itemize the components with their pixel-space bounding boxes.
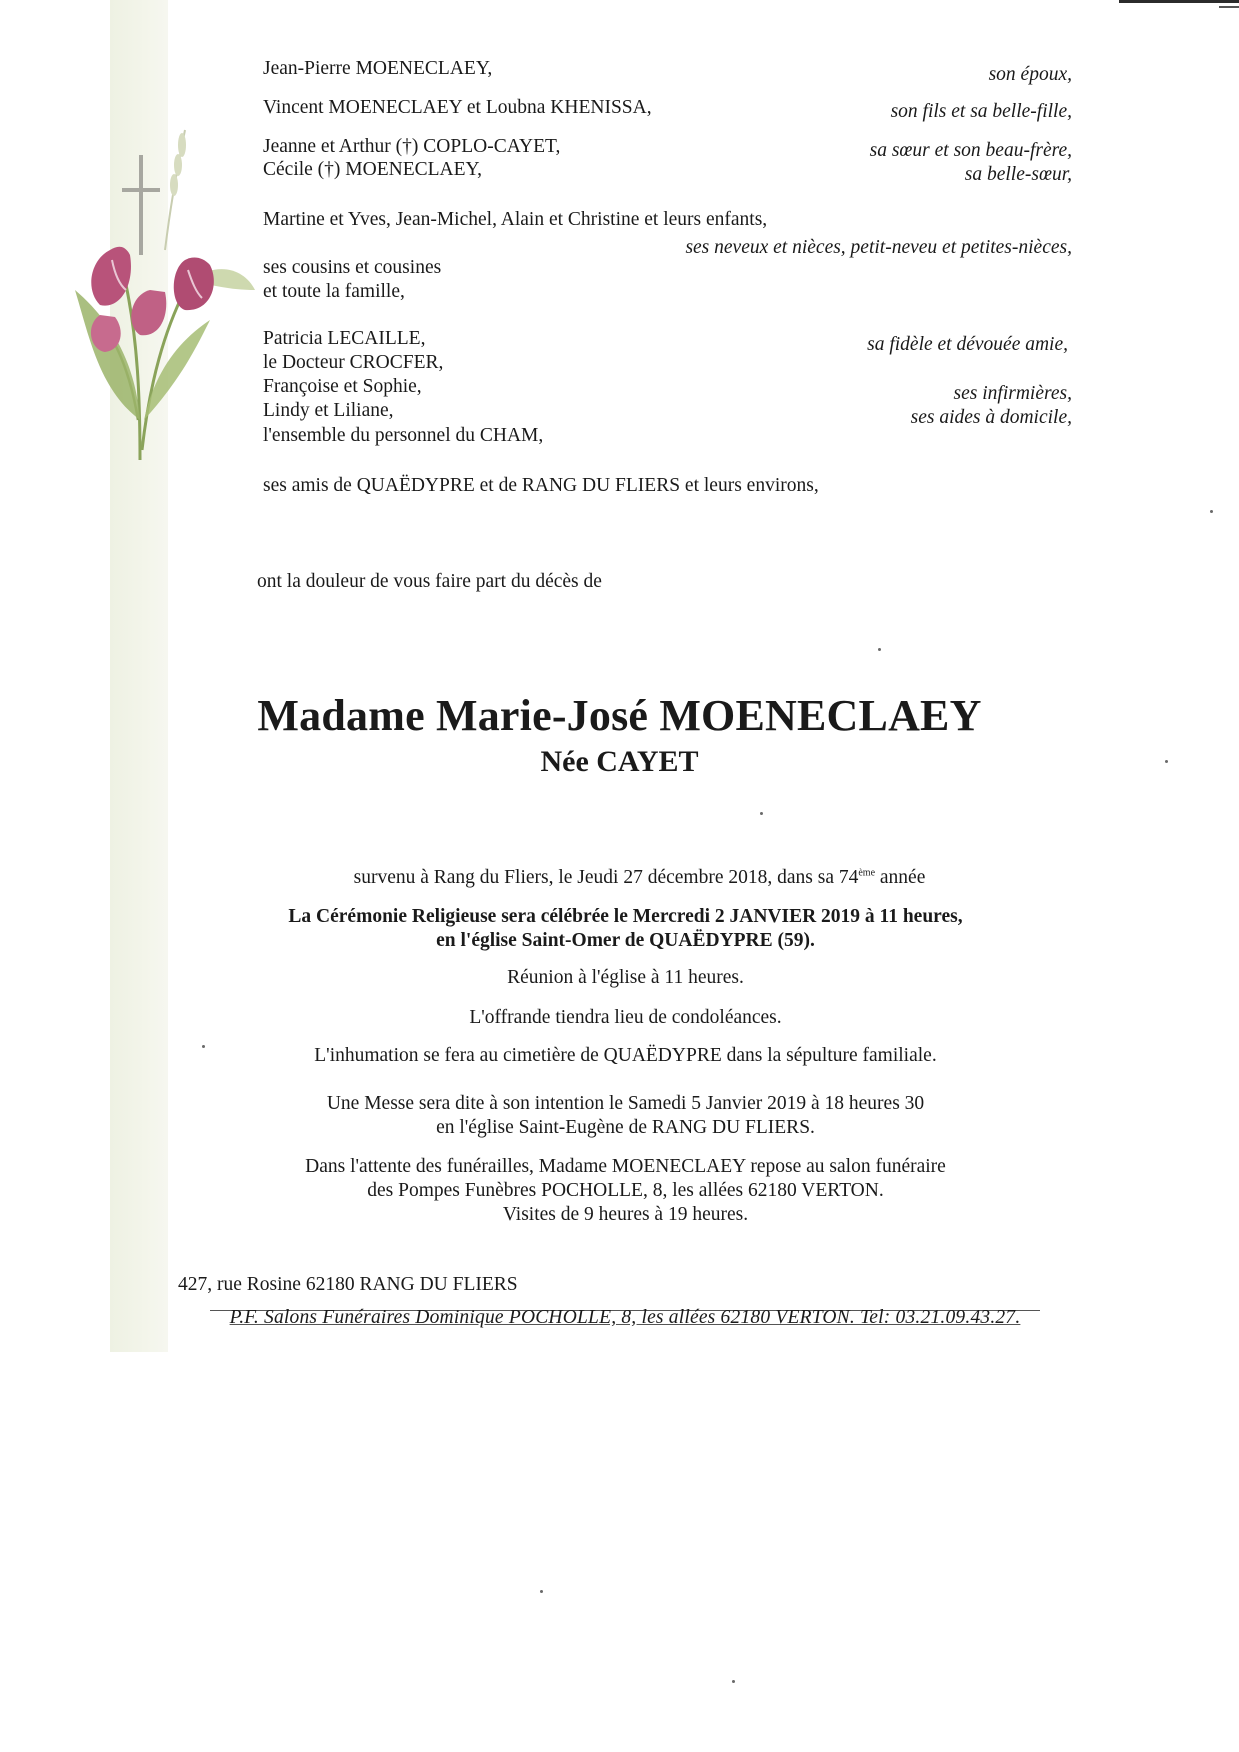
family-relation-11: ses aides à domicile, (910, 407, 1072, 428)
visiting-hours: Visites de 9 heures à 19 heures. (502, 1204, 749, 1225)
family-relation-10: ses infirmières, (953, 383, 1072, 404)
family-line-11: Lindy et Liliane, (263, 400, 394, 421)
funeral-home-footer: P.F. Salons Funéraires Dominique POCHOLLE, 8, les allées 62180 VERTON. Tel: 03.21.09.43.27. (229, 1307, 1021, 1328)
death-details (20, 866, 1239, 890)
ceremony-line-2: en l'église Saint-Omer de QUAËDYPRE (59). (436, 930, 815, 951)
scan-speck (540, 1590, 543, 1593)
messe-line-2: en l'église Saint-Eugène de RANG DU FLIERS. (436, 1117, 815, 1138)
home-address: 427, rue Rosine 62180 RANG DU FLIERS (178, 1274, 518, 1295)
family-relation-3: sa sœur et son beau-frère, (869, 140, 1072, 161)
family-relation-1: son époux, (988, 64, 1072, 85)
scan-edge-mark-2 (1219, 6, 1239, 8)
death-details-text: survenu à Rang du Fliers, le Jeudi 27 décembre 2018, dans sa 74 (353, 867, 859, 888)
family-line-1: Jean-Pierre MOENECLAEY, (263, 58, 493, 79)
scan-edge-mark (1119, 0, 1239, 3)
family-line-6: ses cousins et cousines (263, 257, 442, 278)
funeral-home-line-1: Dans l'attente des funérailles, Madame MOENECLAEY repose au salon funéraire (305, 1156, 946, 1177)
family-line-10: Françoise et Sophie, (263, 376, 422, 397)
family-relation-2: son fils et sa belle-fille, (890, 101, 1072, 122)
scan-speck (202, 1045, 205, 1048)
death-details-suffix: année (875, 867, 926, 888)
family-relation-5: ses neveux et nièces, petit-neveu et petites-nièces, (685, 237, 1072, 258)
messe-line-1: Une Messe sera dite à son intention le Samedi 5 Janvier 2019 à 18 heures 30 (326, 1093, 925, 1114)
reunion-text: Réunion à l'église à 11 heures. (507, 967, 744, 988)
family-line-4: Cécile (†) MOENECLAEY, (263, 159, 482, 180)
deceased-name: Madame Marie-José MOENECLAEY (257, 691, 982, 740)
announcement-text: ont la douleur de vous faire part du décès de (257, 571, 602, 592)
family-line-9: le Docteur CROCFER, (263, 352, 444, 373)
family-line-7: et toute la famille, (263, 281, 405, 302)
death-details-ordinal: ème (858, 867, 876, 879)
funeral-home-line-2: des Pompes Funèbres POCHOLLE, 8, les allées 62180 VERTON. (367, 1180, 884, 1201)
scan-speck (1210, 510, 1213, 513)
family-line-2: Vincent MOENECLAEY et Loubna KHENISSA, (263, 97, 652, 118)
scan-speck (1165, 760, 1168, 763)
scan-speck (760, 812, 763, 815)
maiden-name: Née CAYET (540, 745, 699, 778)
family-line-12: l'ensemble du personnel du CHAM, (263, 425, 544, 446)
family-line-3: Jeanne et Arthur (†) COPLO-CAYET, (263, 136, 561, 157)
offrande-text: L'offrande tiendra lieu de condoléances. (469, 1007, 782, 1028)
family-relation-8: sa fidèle et dévouée amie, (867, 334, 1068, 355)
family-line-13: ses amis de QUAËDYPRE et de RANG DU FLIERS et leurs environs, (263, 475, 819, 496)
ceremony-line-1: La Cérémonie Religieuse sera célébrée le Mercredi 2 JANVIER 2019 à 11 heures, (288, 906, 963, 927)
scan-speck (732, 1680, 735, 1683)
family-relation-4: sa belle-sœur, (964, 164, 1072, 185)
family-line-5: Martine et Yves, Jean-Michel, Alain et Christine et leurs enfants, (263, 209, 768, 230)
family-line-8: Patricia LECAILLE, (263, 328, 426, 349)
scan-speck (878, 648, 881, 651)
inhumation-text: L'inhumation se fera au cimetière de QUAËDYPRE dans la sépulture familiale. (314, 1045, 937, 1066)
calla-lily-cross-icon (70, 120, 260, 480)
